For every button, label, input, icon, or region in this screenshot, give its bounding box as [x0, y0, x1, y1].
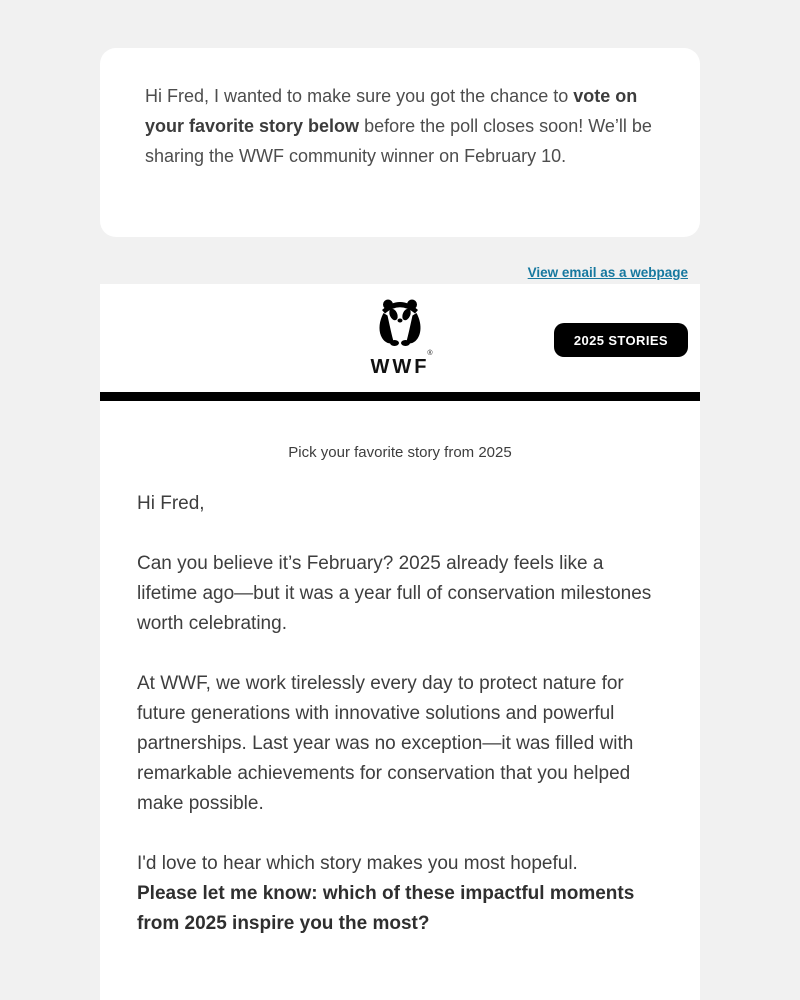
body-paragraph-1: Can you believe it’s February? 2025 already feels like a lifetime ago—but it was a year full of conservation milestones worth celebrating. [137, 553, 652, 634]
email-subtitle: Pick your favorite story from 2025 [288, 444, 512, 461]
question-bold-text: Please let me know: which of these impactful moments from 2025 inspire you the most? [137, 883, 635, 934]
header-divider-bar [100, 392, 700, 401]
preheader-text [145, 81, 655, 171]
email-header [100, 284, 700, 392]
stories-2025-button[interactable]: 2025 STORIES [554, 323, 688, 357]
question-paragraph [137, 849, 663, 939]
preheader-text-after: before the poll closes soon! We’ll be sharing the WWF community winner on February 10. [145, 116, 652, 166]
page-wrapper [100, 0, 700, 1000]
view-email-as-webpage-link[interactable]: View email as a webpage [527, 265, 688, 280]
panda-icon [372, 298, 428, 355]
registered-trademark-symbol: ® [427, 349, 433, 357]
webpage-link-row [100, 237, 700, 284]
preheader-text-bold: vote on your favorite story below [145, 86, 638, 136]
greeting-text: Hi Fred, [137, 493, 205, 514]
preheader-card [100, 48, 700, 237]
email-container [100, 284, 700, 1000]
email-body [100, 401, 700, 999]
wwf-wordmark-row [370, 349, 433, 379]
hopeful-line: I'd love to hear which story makes you most hopeful. [137, 853, 578, 874]
wwf-wordmark: WWF [370, 355, 430, 378]
body-paragraph-2: At WWF, we work tirelessly every day to protect nature for future generations with innovative solutions and powerful partnerships. Last year was no exception—it was filled with remarkable achievements for conservation that you helped make possible. [137, 673, 634, 814]
preheader-text-before: Hi Fred, I wanted to make sure you got the chance to [145, 86, 574, 106]
wwf-logo-link[interactable] [370, 298, 433, 379]
